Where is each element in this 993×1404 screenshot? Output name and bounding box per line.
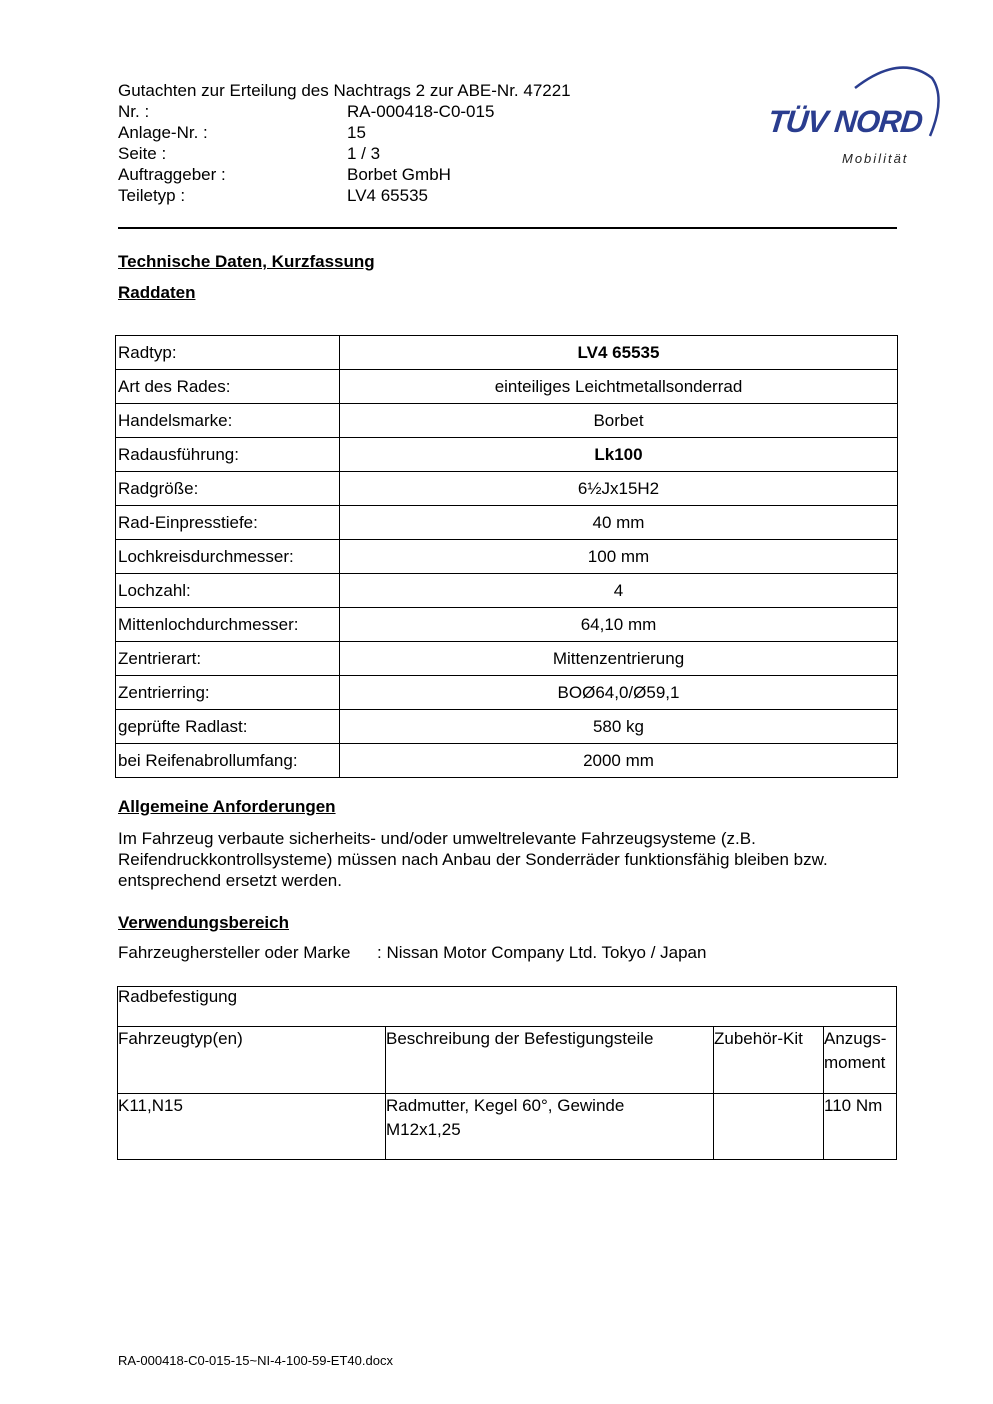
raddaten-value: Mittenzentrierung	[340, 642, 898, 676]
header-anzug-line2: moment	[824, 1053, 886, 1072]
raddaten-row	[116, 438, 898, 472]
tuv-nord-logo	[760, 58, 945, 173]
raddaten-value: 100 mm	[340, 540, 898, 574]
raddaten-value: Borbet	[340, 404, 898, 438]
radbefestigung-table	[117, 986, 897, 1160]
allgemeine-paragraph	[118, 828, 908, 891]
header-row-seite	[118, 143, 571, 164]
raddaten-value: 580 kg	[340, 710, 898, 744]
header-label: Anlage-Nr. :	[118, 123, 208, 142]
header-anzug-line1: Anzugs-	[824, 1029, 887, 1048]
paragraph-line: Im Fahrzeug verbaute sicherheits- und/oder umweltrelevante Fahrzeugsysteme (z.B.	[118, 829, 756, 848]
logo-subtitle: Mobilität	[842, 151, 909, 166]
header-label: Teiletyp :	[118, 186, 186, 205]
header-zubehoer: Zubehör-Kit	[714, 1029, 803, 1048]
header-beschreibung: Beschreibung der Befestigungsteile	[386, 1029, 654, 1048]
row-anzug: 110 Nm	[824, 1096, 883, 1115]
header-row-nr	[118, 101, 571, 122]
raddaten-value: BOØ64,0/Ø59,1	[340, 676, 898, 710]
raddaten-row	[116, 540, 898, 574]
raddaten-label: Lochkreisdurchmesser:	[116, 540, 340, 574]
raddaten-row	[116, 404, 898, 438]
footer-filename: RA-000418-C0-015-15~NI-4-100-59-ET40.docx	[118, 1353, 393, 1368]
section-heading-raddaten: Raddaten	[118, 283, 196, 302]
raddaten-label: bei Reifenabrollumfang:	[116, 744, 340, 778]
radbefestigung-title: Radbefestigung	[118, 987, 238, 1006]
raddaten-table	[115, 335, 898, 778]
raddaten-value: LV4 65535	[340, 336, 898, 370]
header-label: Seite :	[118, 144, 167, 163]
raddaten-label: Zentrierart:	[116, 642, 340, 676]
raddaten-value: 40 mm	[340, 506, 898, 540]
raddaten-label: Handelsmarke:	[116, 404, 340, 438]
raddaten-label: Rad-Einpresstiefe:	[116, 506, 340, 540]
header-value: 1 / 3	[347, 144, 381, 163]
manufacturer-label: Fahrzeughersteller oder Marke	[118, 943, 351, 962]
raddaten-row	[116, 370, 898, 404]
manufacturer-line	[118, 943, 706, 963]
raddaten-label: geprüfte Radlast:	[116, 710, 340, 744]
raddaten-label: Lochzahl:	[116, 574, 340, 608]
raddaten-label: Mittenlochdurchmesser:	[116, 608, 340, 642]
raddaten-label: Radausführung:	[116, 438, 340, 472]
raddaten-row	[116, 574, 898, 608]
paragraph-line: Reifendruckkontrollsysteme) müssen nach Anbau der Sonderräder funktionsfähig bleiben bzw.	[118, 850, 828, 869]
header-row-auftraggeber	[118, 164, 571, 185]
row-beschreibung-line2: M12x1,25	[386, 1120, 461, 1139]
raddaten-row	[116, 744, 898, 778]
raddaten-label: Radgröße:	[116, 472, 340, 506]
header-value: 15	[347, 123, 366, 142]
header-value: LV4 65535	[347, 186, 428, 205]
header-value: RA-000418-C0-015	[347, 102, 495, 121]
raddaten-value: 64,10 mm	[340, 608, 898, 642]
header-divider	[118, 227, 897, 229]
manufacturer-value: : Nissan Motor Company Ltd. Tokyo / Japan	[377, 943, 707, 962]
raddaten-row	[116, 608, 898, 642]
logo-brand: TÜV NORD	[766, 104, 924, 139]
document-title: Gutachten zur Erteilung des Nachtrags 2 zur ABE-Nr. 47221	[118, 81, 571, 100]
raddaten-row	[116, 676, 898, 710]
row-beschreibung-line1: Radmutter, Kegel 60°, Gewinde	[386, 1096, 625, 1115]
section-heading-allgemeine: Allgemeine Anforderungen	[118, 797, 336, 816]
raddaten-value: Lk100	[340, 438, 898, 472]
raddaten-row	[116, 336, 898, 370]
header-row-teiletyp	[118, 185, 571, 206]
paragraph-line: entsprechend ersetzt werden.	[118, 871, 342, 890]
header-fahrzeugtyp: Fahrzeugtyp(en)	[118, 1029, 243, 1048]
section-heading-verwendung: Verwendungsbereich	[118, 913, 289, 932]
document-header	[118, 80, 571, 206]
header-label: Nr. :	[118, 102, 150, 121]
raddaten-row	[116, 472, 898, 506]
raddaten-row	[116, 506, 898, 540]
raddaten-value: 6½Jx15H2	[340, 472, 898, 506]
raddaten-label: Radtyp:	[116, 336, 340, 370]
raddaten-value: 4	[340, 574, 898, 608]
raddaten-value: 2000 mm	[340, 744, 898, 778]
header-value: Borbet GmbH	[347, 165, 451, 184]
raddaten-row	[116, 642, 898, 676]
row-fahrzeugtyp: K11,N15	[118, 1096, 183, 1115]
header-row-anlage	[118, 122, 571, 143]
raddaten-value: einteiliges Leichtmetallsonderrad	[340, 370, 898, 404]
raddaten-label: Zentrierring:	[116, 676, 340, 710]
raddaten-label: Art des Rades:	[116, 370, 340, 404]
section-heading-technische-daten: Technische Daten, Kurzfassung	[118, 252, 375, 271]
header-label: Auftraggeber :	[118, 165, 226, 184]
raddaten-row	[116, 710, 898, 744]
